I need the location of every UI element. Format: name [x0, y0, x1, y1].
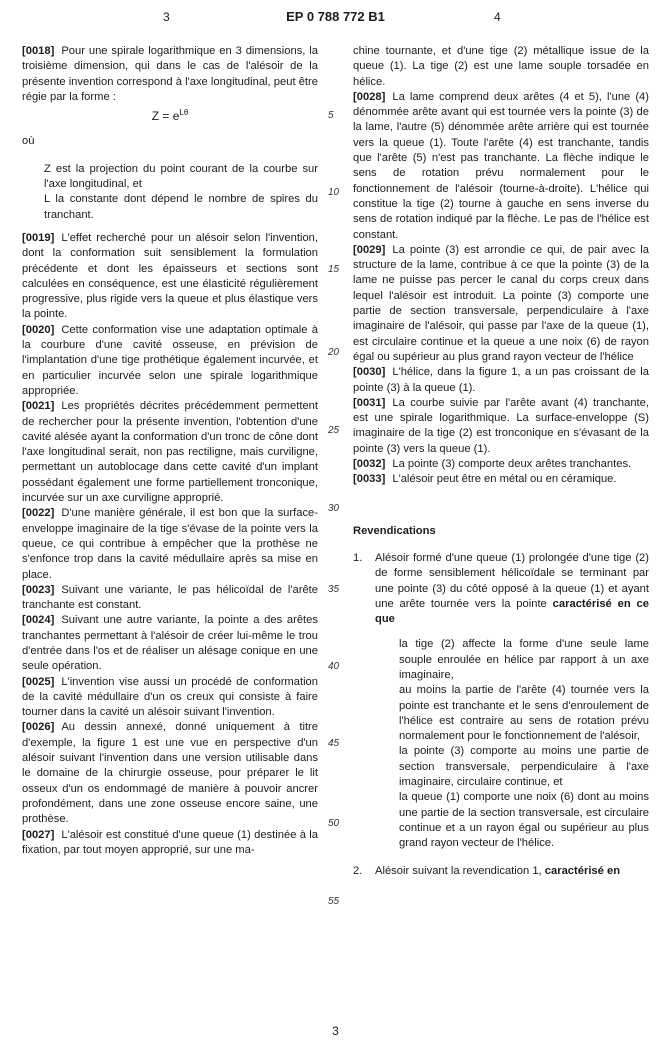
paragraph-0022: [0022] D'une manière générale, il est bon que la surface-enveloppe imaginaire de la tige s'évase de la pointe vers la queue, ce qui contribue à empêcher que la prothèse ne s'enfonce trop dans la cavité médullaire après sa mise en place. [22, 507, 318, 581]
line-number: 10 [328, 187, 340, 198]
paragraph-0028: [0028] La lame comprend deux arêtes (4 et 5), l'une (4) dénommée arête avant qui est tournée vers la pointe (3) de la lame, l'autre (5) dénommée arête arrière qui est tournée vers la queue (1). Toute l'arête (4) est tranchante, tandis que l'arête (5) n'est pas tranchante. La flèche indique le sens de rotation prévu normalement pour le fonctionnement de l'alésoir (tourne-à-droite). L'hélice qui constitue la tige (2) tourne à gauche en sens inverse du sens de rotation indiqué par la flèche. Le pas de l'hélice est constant. [353, 90, 649, 241]
paragraph-0025: [0025] L'invention vise aussi un procédé de conformation de la cavité médullaire d'un os creux qui consiste à faire tourner dans la cavité un alésoir suivant l'invention. [22, 675, 318, 719]
paragraph-0023: [0023] Suivant une variante, le pas hélicoïdal de l'arête tranchante est constant. [22, 583, 318, 612]
paragraph-0019: [0019] L'effet recherché pour un alésoir selon l'invention, dont la conformation suit sensiblement la formulation précédente et dont les épaisseurs et sections sont calculées en conséquence, est une élasticité régulièrement progressive, plus rigide vers la queue et plus élastique vers la pointe. [22, 231, 318, 321]
page-number-footer: 3 [332, 1024, 339, 1038]
line-number: 5 [328, 110, 334, 121]
paragraph-0027: [0027] L'alésoir est constitué d'une queue (1) destinée à la fixation, par tout moyen approprié, sur une ma- [22, 828, 318, 856]
document-id: EP 0 788 772 B1 [286, 9, 385, 24]
paragraph-0031: [0031] La courbe suivie par l'arête avant (4) tranchante, est une spirale logarithmique. La surface-enveloppe (S) imaginaire de la tige (2) est tronconique en s'évasant de la pointe (3) vers la queue (1). [353, 396, 649, 455]
claim-1-items [353, 637, 649, 851]
formula: $Z = e^{L\theta}$ [151, 108, 189, 124]
line-number: 40 [328, 661, 340, 672]
claims-heading: Revendications [353, 524, 436, 537]
claim-2: 2. Alésoir suivant la revendication 1, caractérisé en [353, 864, 621, 877]
paragraph-0020: [0020] Cette conformation vise une adaptation optimale à la courbure d'une cavité osseuse, en prévision de l'implantation d'une tige prothétique également incurvée, et en particulier incurvée selon une spirale logarithmique appropriée. [22, 323, 318, 397]
paragraph-0026: [0026] Au dessin annexé, donné uniquement à titre d'exemple, la figure 1 est une vue en perspective d'un alésoir suivant l'invention dans une version utilisable dans le domaine de la chirurgie osseuse, pour préparer le lit osseux d'un os endommagé de manière à pouvoir ancrer profondément, dans une zone osseuse encore saine, une prothèse. [22, 721, 318, 826]
claim-item: la tige (2) affecte la forme d'une seule lame souple enroulée en hélice par rapport à un axe imaginaire, [399, 638, 649, 681]
page-number-right: 4 [494, 10, 501, 24]
line-number: 45 [328, 738, 340, 749]
definitions [22, 162, 318, 223]
line-number: 50 [328, 818, 340, 829]
line-number: 30 [328, 503, 340, 514]
paragraph-0029: [0029] La pointe (3) est arrondie ce qui, de pair avec la structure de la lame, contribue à ce que la pointe (3) de la lame ne puisse pas percer le canal du corps creux dans lequel l'alésoir est introduit. La pointe (3) comporte une partie de section transversale, perpendiculaire à l'axe imaginaire de l'alésoir, qui passe par l'axe de la queue (1), est circulaire continue et la queue a une noix (6) de rayon égal ou supérieur au plus grand rayon vecteur de l'hélice [353, 243, 649, 363]
paragraph-0030: [0030] L'hélice, dans la figure 1, a un pas croissant de la pointe (3) à la queue (1). [353, 366, 649, 394]
paragraph-0033: [0033] L'alésoir peut être en métal ou en céramique. [353, 473, 617, 486]
definition-z: Z est la projection du point courant de la courbe sur l'axe longitudinal, et [44, 162, 318, 191]
paragraph-0018: [0018] Pour une spirale logarithmique en 3 dimensions, la troisième dimension, qui dans le cas de l'alésoir de la présente invention correspond à l'axe longitudinal, peut être régie par la forme : [22, 45, 318, 103]
line-number: 55 [328, 896, 340, 907]
claim-item: la pointe (3) comporte au moins une partie de section transversale, perpendiculaire à l'axe imaginaire, circulaire continue, et [399, 745, 649, 789]
line-number: 15 [328, 264, 340, 275]
paragraph-0021: [0021] Les propriétés décrites précédemment permettent de rechercher pour la présente invention, l'obtention d'une cavité alésée ayant la conformation d'un tronc de cône dont l'axe longitudinal serait, non pas rectiligne, mais curviligne, permettant un autoblocage dans cette cavité d'un implant possédant également une forme partiellement tronconique, incurvée sur un axe curviligne approprié. [22, 400, 318, 505]
claim-item: la queue (1) comporte une noix (6) dont au moins une partie de la section transversale, est circulaire continue et a un rayon égal ou supérieur au plus grand rayon vecteur de l'hélice. [399, 791, 649, 850]
ou-label: où [22, 135, 35, 148]
page-number-left: 3 [163, 10, 170, 24]
paragraph-0032: [0032] La pointe (3) comporte deux arêtes tranchantes. [353, 458, 632, 471]
definition-l: L la constante dont dépend le nombre de spires du tranchant. [44, 193, 318, 221]
line-number: 20 [328, 347, 340, 358]
claim-item: au moins la partie de l'arête (4) tournée vers la pointe est tranchante et le sens d'enroulement de l'hélice est contraire au sens de rotation prévu normalement pour le fonctionnement de l'alésoir, [399, 684, 649, 743]
left-column [22, 44, 318, 858]
line-number: 25 [328, 425, 340, 436]
paragraph-0027-continued: chine tournante, et d'une tige (2) métallique issue de la queue (1). La tige (2) est une lame souple torsadée en hélice. [353, 45, 649, 88]
line-number: 35 [328, 584, 340, 595]
right-column [353, 44, 649, 879]
claim-1: 1. Alésoir formé d'une queue (1) prolongée d'une tige (2) de forme sensiblement hélicoïdale se terminant par une pointe (3) du côté opposé à la queue (1) et ayant une arête tournée vers la pointe caractérisé en ce que [353, 551, 650, 626]
paragraph-0024: [0024] Suivant une autre variante, la pointe a des arêtes tranchantes permettant à l'alésoir de créer lui-même le trou d'entrée dans l'os et de réaliser un alésage conique en une seule opération. [22, 614, 318, 673]
